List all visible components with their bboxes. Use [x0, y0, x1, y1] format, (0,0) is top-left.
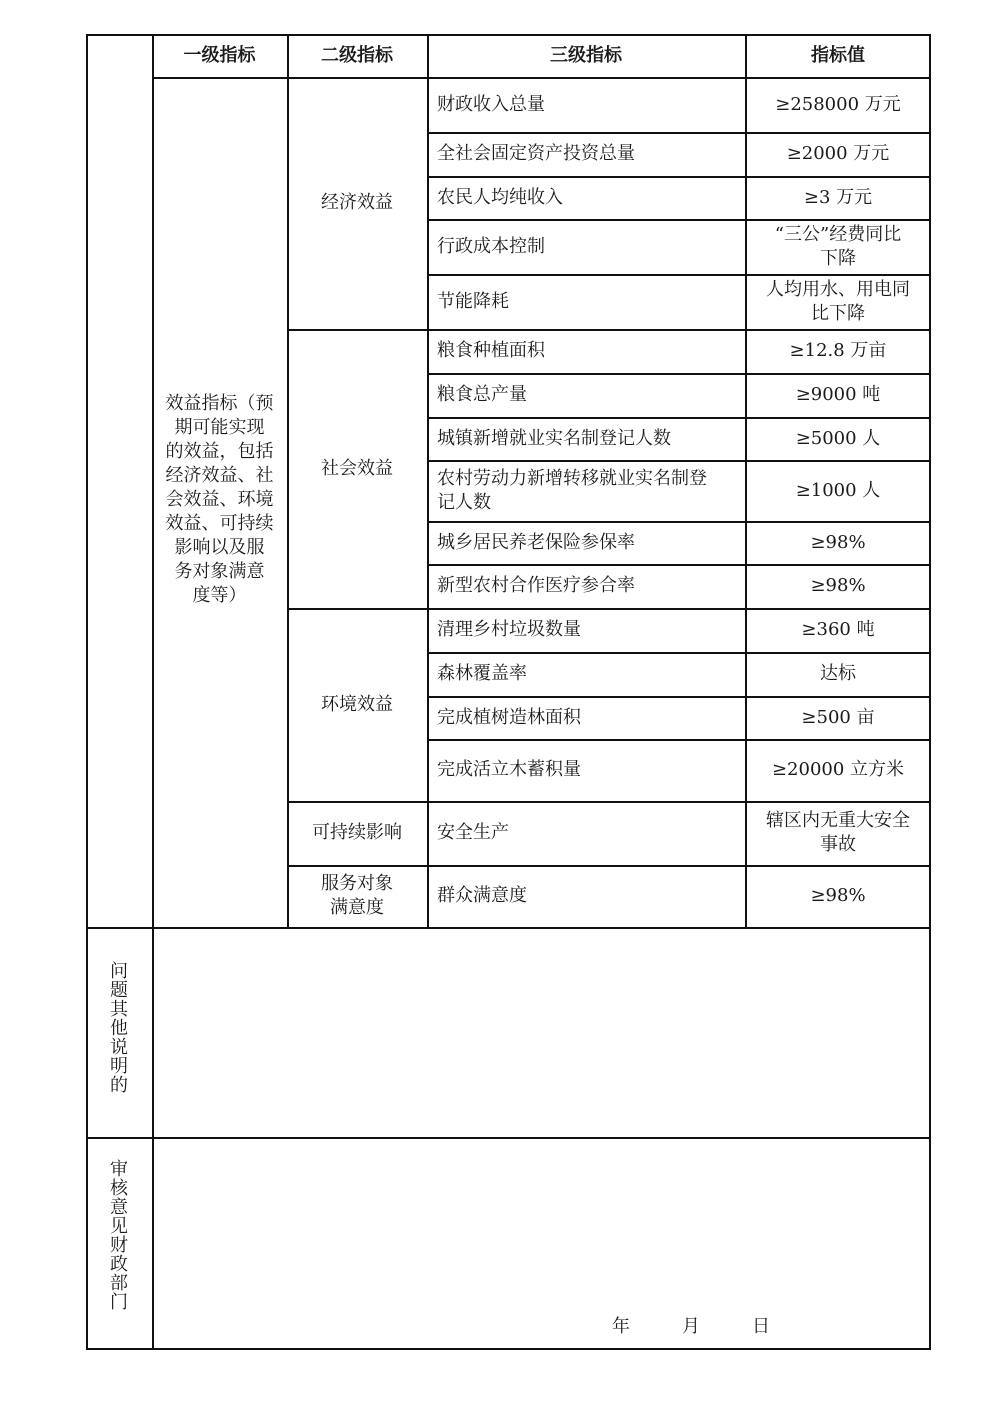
row-value	[745, 219, 931, 274]
review-char: 审	[110, 1159, 128, 1180]
level1-line: 的效益，包括	[165, 441, 274, 462]
problems-char: 问	[110, 961, 128, 982]
row-value: 达标	[820, 663, 856, 684]
level1-line: 效益、可持续	[165, 513, 274, 534]
group-environment: 环境效益	[321, 693, 393, 715]
problems-area[interactable]	[154, 929, 929, 1136]
problems-label	[107, 962, 131, 1095]
row-value-line: 比下降	[811, 302, 865, 324]
review-area[interactable]	[154, 1139, 929, 1348]
row-value-line: “三公”经费同比	[774, 223, 902, 245]
level1-line: 影响以及服	[174, 537, 265, 558]
row-name: 完成植树造林面积	[437, 706, 581, 728]
group-sustain: 可持续影响	[312, 822, 402, 843]
row-value-line: 事故	[820, 834, 856, 855]
row-value: ≥98%	[810, 575, 866, 596]
review-char: 门	[110, 1292, 128, 1313]
row-value: ≥2000 万元	[786, 143, 890, 164]
row-name: 城乡居民养老保险参保率	[437, 531, 635, 553]
row-name: 完成活立木蓄积量	[437, 759, 581, 780]
row-value: ≥258000 万元	[775, 93, 901, 115]
group-service	[287, 865, 427, 927]
row-value-line: 人均用水、用电同	[766, 278, 910, 300]
review-label	[107, 1160, 131, 1312]
date-day: 日	[752, 1316, 770, 1337]
row-value: ≥360 吨	[801, 619, 875, 640]
group-social: 社会效益	[321, 457, 393, 479]
row-value: ≥3 万元	[803, 186, 873, 208]
row-name: 粮食总产量	[437, 384, 527, 405]
row-value-line: 下降	[820, 247, 856, 269]
header-value: 指标值	[811, 44, 865, 66]
problems-char: 明	[110, 1056, 128, 1077]
level1-line: 经济效益、社	[165, 465, 274, 486]
row-value: ≥98%	[810, 885, 866, 906]
level1-label	[152, 380, 287, 620]
row-name: 行政成本控制	[437, 235, 545, 257]
level1-line: 效益指标（预	[165, 393, 274, 414]
problems-char: 的	[110, 1075, 128, 1096]
level1-line: 度等）	[192, 585, 247, 606]
group-economic: 经济效益	[321, 192, 393, 213]
row-value: ≥98%	[810, 531, 866, 553]
row-value: ≥9000 吨	[795, 384, 881, 405]
row-value: ≥12.8 万亩	[789, 340, 887, 361]
row-value	[745, 274, 931, 329]
review-char: 核	[110, 1178, 128, 1199]
row-name: 粮食种植面积	[437, 340, 545, 361]
problems-char: 说	[110, 1037, 128, 1058]
problems-char: 他	[110, 1018, 128, 1039]
row-name	[427, 460, 745, 521]
date-year: 年	[612, 1316, 630, 1337]
header-level2: 二级指标	[321, 44, 393, 66]
review-char: 见	[110, 1216, 128, 1237]
row-name-line: 记人数	[437, 491, 491, 513]
row-value: ≥5000 人	[795, 427, 881, 449]
review-char: 财	[110, 1235, 128, 1256]
row-name: 节能降耗	[437, 290, 509, 312]
row-name: 新型农村合作医疗参合率	[437, 575, 635, 596]
problems-char: 题	[110, 980, 128, 1001]
row-name: 群众满意度	[437, 885, 527, 906]
row-value: ≥1000 人	[795, 479, 881, 501]
review-char: 意	[110, 1197, 128, 1218]
level1-line: 期可能实现	[174, 417, 265, 438]
row-value: ≥20000 立方米	[771, 759, 905, 780]
group-service-line: 服务对象	[321, 873, 393, 894]
row-value	[745, 801, 931, 865]
level1-line: 会效益、环境	[165, 489, 274, 510]
row-name: 全社会固定资产投资总量	[437, 143, 635, 164]
problems-char: 其	[110, 999, 128, 1020]
row-name: 城镇新增就业实名制登记人数	[437, 427, 671, 449]
group-service-line: 满意度	[330, 897, 384, 918]
review-char: 政	[110, 1254, 128, 1275]
header-level3: 三级指标	[550, 44, 622, 66]
row-name: 清理乡村垃圾数量	[437, 619, 581, 640]
row-name: 农民人均纯收入	[437, 186, 563, 208]
review-char: 部	[110, 1273, 128, 1294]
date-month: 月	[682, 1316, 700, 1337]
row-value-line: 辖区内无重大安全	[766, 810, 910, 831]
row-name: 安全生产	[437, 822, 509, 843]
row-name: 森林覆盖率	[437, 663, 527, 684]
header-level1: 一级指标	[183, 44, 256, 66]
row-name: 财政收入总量	[437, 93, 545, 115]
level1-line: 务对象满意	[174, 561, 265, 582]
row-name-line: 农村劳动力新增转移就业实名制登	[437, 467, 707, 489]
row-value: ≥500 亩	[801, 706, 875, 728]
